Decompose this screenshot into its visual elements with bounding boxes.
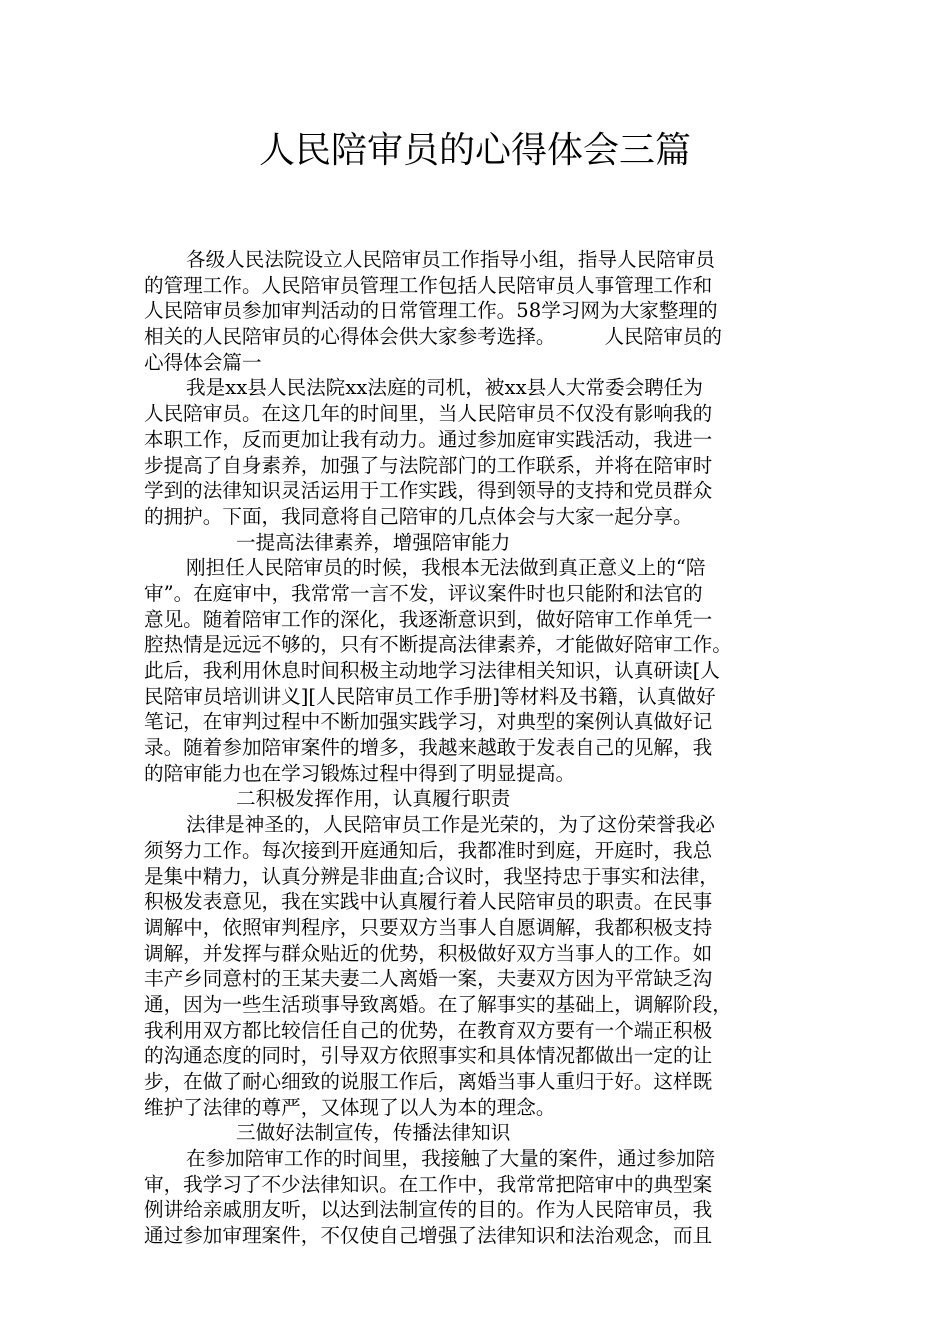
text-line: 人民陪审员参加审判活动的日常管理工作。58学习网为大家整理的 — [144, 299, 718, 323]
section-heading: 一提高法律素养，增强陪审能力 — [236, 530, 511, 554]
text-line: 在参加陪审工作的时间里，我接触了大量的案件，通过参加陪 — [186, 1147, 716, 1171]
text-line: 通，因为一些生活琐事导致离婚。在了解事实的基础上，调解阶段， — [144, 992, 732, 1016]
text-line: 此后，我利用休息时间积极主动地学习法律相关知识，认真研读[人 — [144, 659, 720, 682]
text-line: 积极发表意见，我在实践中认真履行着人民陪审员的职责。在民事 — [144, 890, 713, 914]
text-line: 意见。随着陪审工作的深化，我逐渐意识到，做好陪审工作单凭一 — [144, 607, 713, 631]
text-line: 心得体会篇一 — [144, 350, 262, 374]
text-line: 民陪审员培训讲义][人民陪审员工作手册]等材料及书籍，认真做好 — [144, 684, 716, 708]
text-line: 的陪审能力也在学习锻炼过程中得到了明显提高。 — [144, 761, 576, 785]
text-line: 我是xx县人民法院xx法庭的司机，被xx县人大常委会聘任为 — [186, 376, 703, 400]
text-line: 本职工作，反而更加让我有动力。通过参加庭审实践活动，我进一 — [144, 427, 713, 451]
text-line: 步提高了自身素养，加强了与法院部门的工作联系，并将在陪审时 — [144, 453, 713, 477]
document-body — [144, 247, 807, 1249]
text-line: 学到的法律知识灵活运用于工作实践，得到领导的支持和党员群众 — [144, 479, 713, 503]
text-line: 须努力工作。每次接到开庭通知后，我都准时到庭，开庭时，我总 — [144, 838, 713, 862]
text-line: 步，在做了耐心细致的说服工作后，离婚当事人重归于好。这样既 — [144, 1070, 713, 1093]
text-line: 相关的人民陪审员的心得体会供大家参考选择。 人民陪审员的 — [144, 325, 723, 349]
text-line: 的管理工作。人民陪审员管理工作包括人民陪审员人事管理工作和 — [144, 273, 713, 297]
text-line: 通过参加审理案件，不仅使自己增强了法律知识和法治观念，而且 — [144, 1224, 713, 1248]
text-line: 法律是神圣的，人民陪审员工作是光荣的，为了这份荣誉我必 — [186, 813, 716, 837]
text-line: 调解中，依照审判程序，只要双方当事人自愿调解，我都积极支持 — [144, 915, 713, 939]
section-heading: 二积极发挥作用，认真履行职责 — [236, 787, 511, 811]
text-line: 腔热情是远远不够的，只有不断提高法律素养，才能做好陪审工作。 — [144, 633, 732, 657]
text-line: 审”。在庭审中，我常常一言不发，评议案件时也只能附和法官的 — [144, 581, 703, 605]
text-line: 录。随着参加陪审案件的增多，我越来越敢于发表自己的见解，我 — [144, 736, 713, 760]
text-line: 例讲给亲戚朋友听，以达到法制宣传的目的。作为人民陪审员，我 — [144, 1198, 713, 1222]
text-line: 我利用双方都比较信任自己的优势，在教育双方要有一个端正积极 — [144, 1018, 713, 1042]
text-line: 调解，并发挥与群众贴近的优势，积极做好双方当事人的工作。如 — [144, 941, 713, 965]
text-line: 各级人民法院设立人民陪审员工作指导小组，指导人民陪审员 — [186, 248, 716, 271]
text-line: 的沟通态度的同时，引导双方依照事实和具体情况都做出一定的让 — [144, 1044, 713, 1068]
text-line: 的拥护。下面，我同意将自己陪审的几点体会与大家一起分享。 — [144, 504, 693, 528]
text-line: 维护了法律的尊严，又体现了以人为本的理念。 — [144, 1095, 556, 1119]
document-title: 人民陪审员的心得体会三篇 — [258, 130, 691, 171]
text-line: 笔记，在审判过程中不断加强实践学习，对典型的案例认真做好记 — [144, 710, 713, 734]
section-heading: 三做好法制宣传，传播法律知识 — [236, 1121, 511, 1145]
text-line: 是集中精力，认真分辨是非曲直;合议时，我坚持忠于事实和法律， — [144, 864, 719, 888]
text-line: 刚担任人民陪审员的时候，我根本无法做到真正意义上的“陪 — [186, 556, 706, 580]
text-line: 丰产乡同意村的王某夫妻二人离婚一案，夫妻双方因为平常缺乏沟 — [144, 967, 713, 991]
text-line: 人民陪审员。在这几年的时间里，当人民陪审员不仅没有影响我的 — [144, 402, 713, 426]
text-line: 审，我学习了不少法律知识。在工作中，我常常把陪审中的典型案 — [144, 1172, 713, 1196]
